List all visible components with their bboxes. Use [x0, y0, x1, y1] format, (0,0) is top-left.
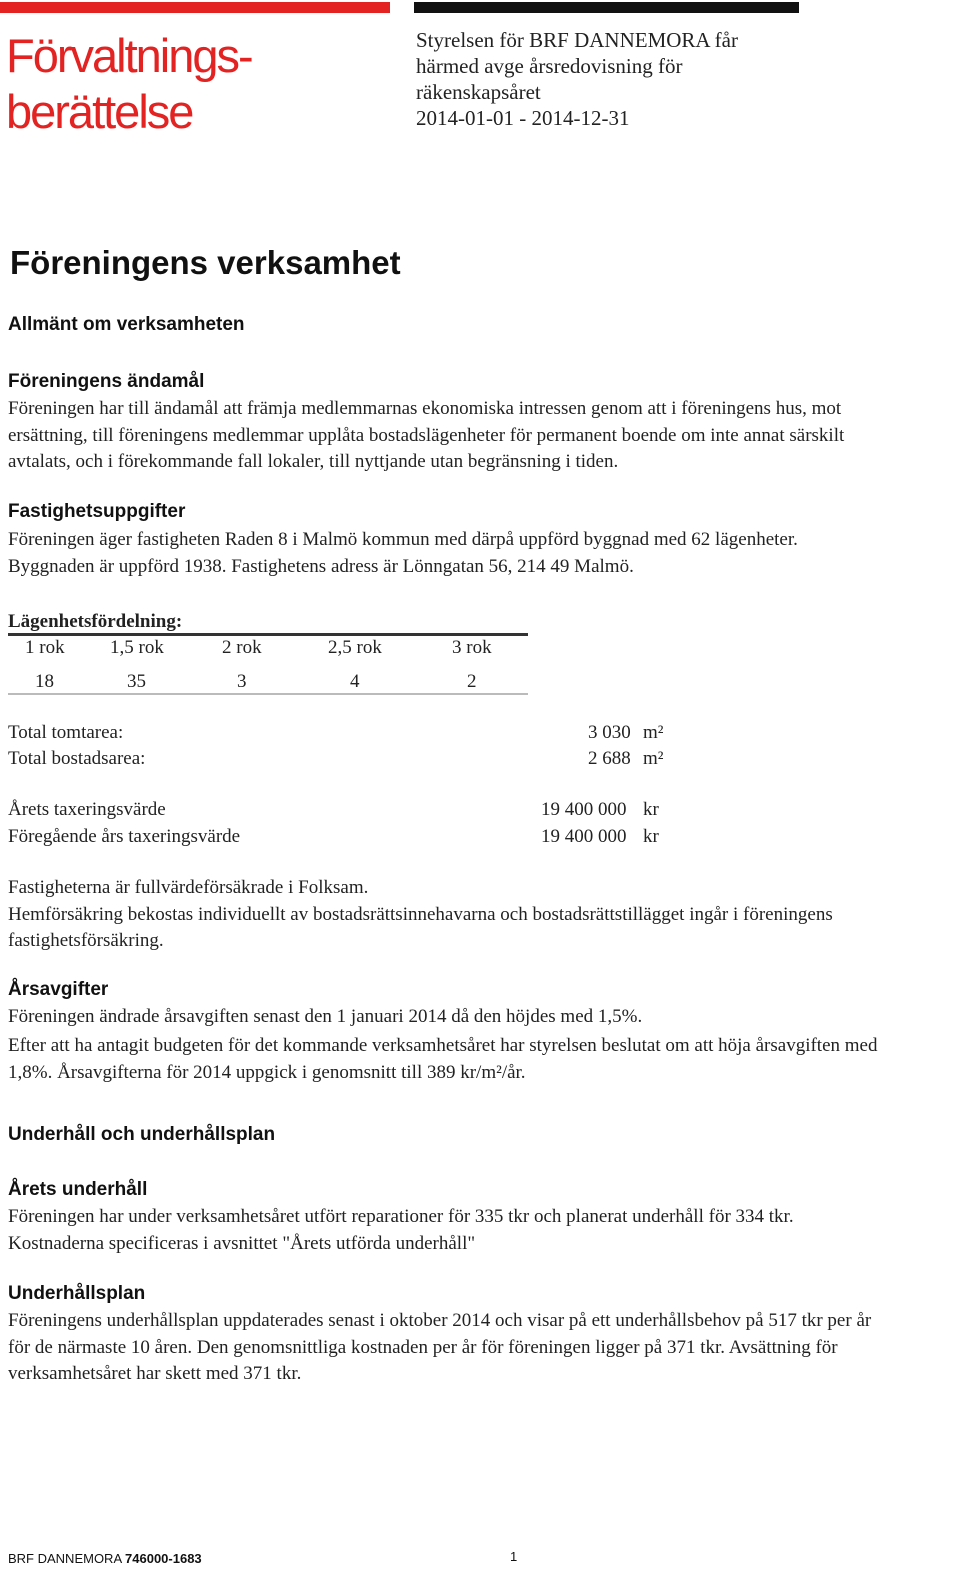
property-text	[8, 527, 953, 580]
fees-change-text: Föreningen ändrade årsavgiften senast den 1 januari 2014 då den höjdes med 1,5%.	[8, 1006, 643, 1027]
intro-line-1: Styrelsen för BRF DANNEMORA får	[416, 28, 738, 52]
fees-decision-text	[8, 1033, 953, 1086]
tax-value-previous-unit: kr	[643, 826, 659, 847]
maintenance-plan-line: för de närmaste 10 åren. Den genomsnittliga kostnaden per år för föreningen ligger på 371 tkr. Avsättning för	[8, 1336, 838, 1358]
tax-value-current-label: Årets taxeringsvärde	[8, 799, 166, 820]
page-number: 1	[510, 1549, 518, 1564]
general-heading: Allmänt om verksamheten	[8, 314, 245, 335]
maintenance-plan-line: verksamhetsåret har skett med 371 tkr.	[8, 1363, 302, 1384]
property-line: Byggnaden är uppförd 1938. Fastighetens adress är Lönngatan 56, 214 49 Malmö.	[8, 555, 634, 577]
insurance-line: Hemförsäkring bekostas individuellt av bostadsrättsinnehavarna och bostadsrättstillägget ingår i föreningens	[8, 903, 833, 925]
distribution-value-cell: 3	[237, 671, 247, 692]
intro-line-2: härmed avge årsredovisning för	[416, 54, 683, 78]
distribution-value-cell: 35	[127, 671, 146, 692]
distribution-bottom-rule	[8, 693, 528, 695]
purpose-text	[8, 396, 953, 476]
maintenance-heading: Underhåll och underhållsplan	[8, 1124, 276, 1145]
property-line: Föreningen äger fastigheten Raden 8 i Malmö kommun med därpå uppförd byggnad med 62 lägenheter.	[8, 529, 798, 550]
purpose-line: Föreningen har till ändamål att främja medlemmarnas ekonomiska intressen genom att i föreningens hus, mot	[8, 398, 842, 419]
tax-value-previous: 19 400 000	[541, 826, 627, 847]
insurance-text	[8, 875, 953, 955]
year-maintenance-heading: Årets underhåll	[8, 1179, 148, 1200]
intro-line-3: räkenskapsåret	[416, 80, 541, 104]
fees-heading: Årsavgifter	[8, 979, 109, 1000]
footer-org-name: BRF DANNEMORA	[8, 1551, 122, 1566]
title-line-2: berättelse	[6, 85, 193, 138]
maintenance-plan-line: Föreningens underhållsplan uppdaterades senast i oktober 2014 och visar på ett underhållsbehov på 517 tkr per år	[8, 1310, 872, 1331]
maintenance-plan-text	[8, 1308, 953, 1388]
plot-area-label: Total tomtarea:	[8, 722, 124, 743]
fees-line: 1,8%. Årsavgifterna för 2014 uppgick i genomsnitt till 389 kr/m²/år.	[8, 1061, 526, 1083]
footer-org-number: 746000-1683	[125, 1551, 202, 1566]
insurance-line: Fastigheterna är fullvärdeförsäkrade i Folksam.	[8, 877, 369, 898]
maintenance-plan-heading: Underhållsplan	[8, 1283, 146, 1304]
fees-line: Efter att ha antagit budgeten för det kommande verksamhetsåret har styrelsen beslutat om att höja årsavgiften med	[8, 1035, 878, 1056]
apartment-distribution-title: Lägenhetsfördelning:	[8, 611, 183, 632]
fiscal-period: 2014-01-01 - 2014-12-31	[416, 106, 630, 130]
document-section-title	[6, 28, 252, 140]
living-area-label: Total bostadsarea:	[8, 748, 146, 769]
living-area-value: 2 688	[588, 748, 631, 769]
tax-value-previous-label: Föregående års taxeringsvärde	[8, 826, 241, 847]
year-maintenance-line: Kostnaderna specificeras i avsnittet "Årets utförda underhåll"	[8, 1232, 476, 1254]
distribution-header-cell: 2,5 rok	[328, 637, 382, 658]
year-maintenance-text	[8, 1204, 953, 1257]
tax-value-current-unit: kr	[643, 799, 659, 820]
board-intro	[416, 27, 836, 131]
distribution-value-cell: 18	[35, 671, 54, 692]
plot-area-unit: m²	[643, 722, 664, 743]
distribution-value-cell: 4	[350, 671, 360, 692]
year-maintenance-line: Föreningen har under verksamhetsåret utfört reparationer för 335 tkr och planerat underhåll för 334 tkr.	[8, 1206, 794, 1227]
tax-value-current: 19 400 000	[541, 799, 627, 820]
property-heading: Fastighetsuppgifter	[8, 501, 186, 522]
title-line-1: Förvaltnings-	[6, 29, 252, 82]
purpose-heading: Föreningens ändamål	[8, 371, 205, 392]
living-area-unit: m²	[643, 748, 664, 769]
page-heading: Föreningens verksamhet	[10, 244, 401, 281]
insurance-line: fastighetsförsäkring.	[8, 930, 164, 951]
distribution-header-cell: 1 rok	[25, 637, 65, 658]
distribution-top-rule	[8, 633, 528, 636]
footer-organization	[8, 1551, 202, 1566]
distribution-header-cell: 1,5 rok	[110, 637, 164, 658]
distribution-header-cell: 2 rok	[222, 637, 262, 658]
distribution-header-cell: 3 rok	[452, 637, 492, 658]
distribution-value-cell: 2	[467, 671, 477, 692]
purpose-line: ersättning, till föreningens medlemmar upplåta bostadslägenheter för permanent boende om inte annat särskilt	[8, 424, 845, 446]
purpose-line: avtalats, och i förekommande fall lokaler, till nyttjande utan begränsning i tiden.	[8, 451, 619, 472]
red-header-bar	[0, 2, 390, 13]
black-header-bar	[414, 2, 799, 13]
plot-area-value: 3 030	[588, 722, 631, 743]
